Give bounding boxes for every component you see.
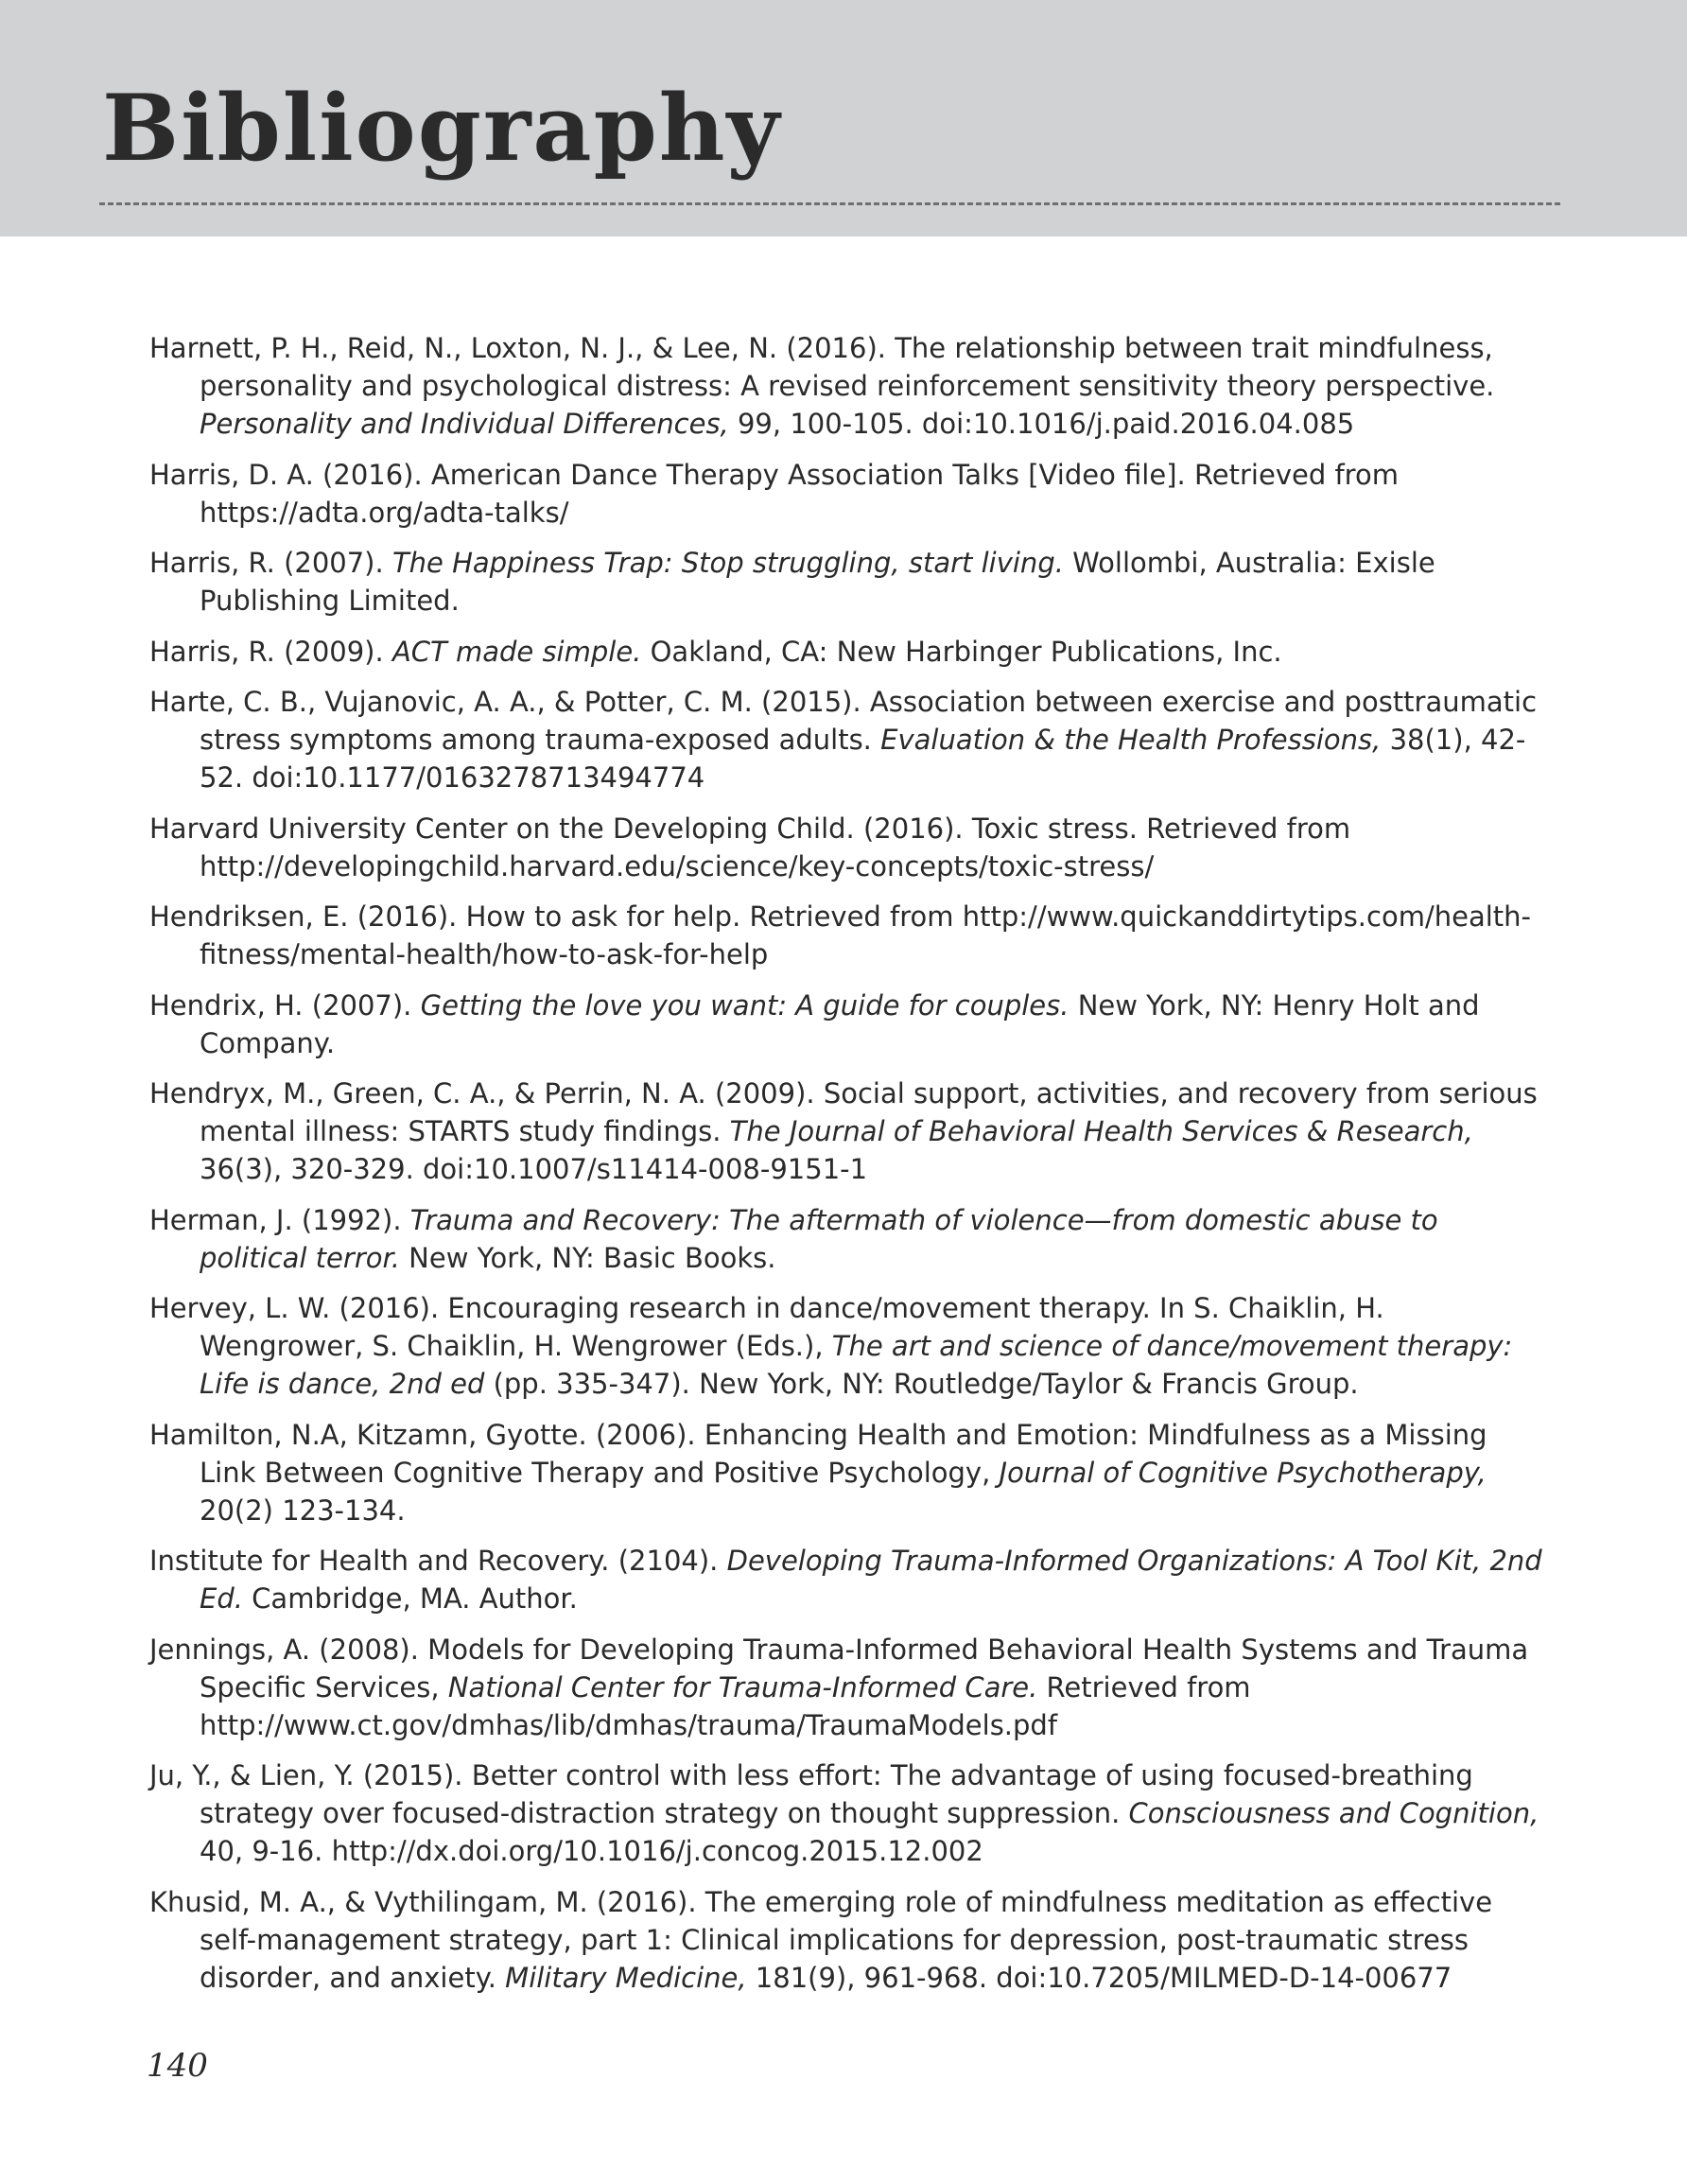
header-band	[0, 0, 1687, 236]
bibliography-entry: Harris, R. (2007). The Happiness Trap: Stop struggling, start living. Wollombi, Australia: Exisle Publishing Limited.	[149, 547, 1435, 617]
bibliography-entry: Hendriksen, E. (2016). How to ask for help. Retrieved from http://www.quickanddirtytips.com/health-fitness/mental-health/how-to-ask-for-help	[149, 900, 1531, 970]
bibliography-entry: Harte, C. B., Vujanovic, A. A., & Potter, C. M. (2015). Association between exercise and posttraumatic stress symptoms among trauma-exposed adults. Evaluation & the Health Professions, 38(1), 42-52. doi:10.1177/0163278713494774	[149, 686, 1538, 794]
bibliography-list	[149, 329, 1549, 2009]
bibliography-entry: Hervey, L. W. (2016). Encouraging research in dance/movement therapy. In S. Chaiklin, H. Wengrower, S. Chaiklin, H. Wengrower (Eds.), The art and science of dance/movement therapy: Life is dance, 2nd ed (pp. 335-347). New York, NY: Routledge/Taylor & Francis Group.	[149, 1292, 1513, 1400]
page-number: 140	[147, 2047, 208, 2085]
bibliography-entry: Khusid, M. A., & Vythilingam, M. (2016). The emerging role of mindfulness meditation as effective self-management strategy, part 1: Clinical implications for depression, post-traumatic stress disorder, and anxiety. Military Medicine, 181(9), 961-968. doi:10.7205/MILMED-D-14-00677	[149, 1885, 1493, 1994]
bibliography-entry: Institute for Health and Recovery. (2104). Developing Trauma-Informed Organizations: A Tool Kit, 2nd Ed. Cambridge, MA. Author.	[149, 1545, 1542, 1615]
bibliography-entry: Herman, J. (1992). Trauma and Recovery: The aftermath of violence—from domestic abuse to political terror. New York, NY: Basic Books.	[149, 1203, 1438, 1274]
bibliography-entry: Hendrix, H. (2007). Getting the love you want: A guide for couples. New York, NY: Henry Holt and Company.	[149, 988, 1480, 1059]
bibliography-entry: Harnett, P. H., Reid, N., Loxton, N. J., & Lee, N. (2016). The relationship between trait mindfulness, personality and psychological distress: A revised reinforcement sensitivity theory perspective. Personality and Individual Differences, 99, 100-105. doi:10.1016/j.paid.2016.04.085	[149, 332, 1495, 440]
bibliography-entry: Jennings, A. (2008). Models for Developing Trauma-Informed Behavioral Health Systems and Trauma Specific Services, National Center for Trauma-Informed Care. Retrieved from http://www.ct.gov/dmhas/lib/dmhas/trauma/TraumaModels.pdf	[149, 1633, 1529, 1741]
bibliography-entry: Harris, D. A. (2016). American Dance Therapy Association Talks [Video file]. Retrieved from https://adta.org/adta-talks/	[149, 458, 1399, 529]
bibliography-entry: Harris, R. (2009). ACT made simple. Oakland, CA: New Harbinger Publications, Inc.	[149, 635, 1282, 668]
page-title: Bibliography	[102, 75, 782, 182]
bibliography-entry: Harvard University Center on the Developing Child. (2016). Toxic stress. Retrieved from http://developingchild.harvard.edu/science/key-concepts/toxic-stress/	[149, 812, 1351, 882]
bibliography-entry: Hamilton, N.A, Kitzamn, Gyotte. (2006). Enhancing Health and Emotion: Mindfulness as a Missing Link Between Cognitive Therapy and Positive Psychology, Journal of Cognitive Psychotherapy, 20(2) 123-134.	[149, 1418, 1487, 1527]
title-dashed-divider	[99, 202, 1560, 205]
bibliography-entry: Hendryx, M., Green, C. A., & Perrin, N. A. (2009). Social support, activities, and recovery from serious mental illness: STARTS study findings. The Journal of Behavioral Health Services & Research, 36(3), 320-329. doi:10.1007/s11414-008-9151-1	[149, 1077, 1538, 1185]
bibliography-entry: Ju, Y., & Lien, Y. (2015). Better control with less effort: The advantage of using focused-breathing strategy over focused-distraction strategy on thought suppression. Consciousness and Cognition, 40, 9-16. http://dx.doi.org/10.1016/j.concog.2015.12.002	[149, 1759, 1539, 1867]
